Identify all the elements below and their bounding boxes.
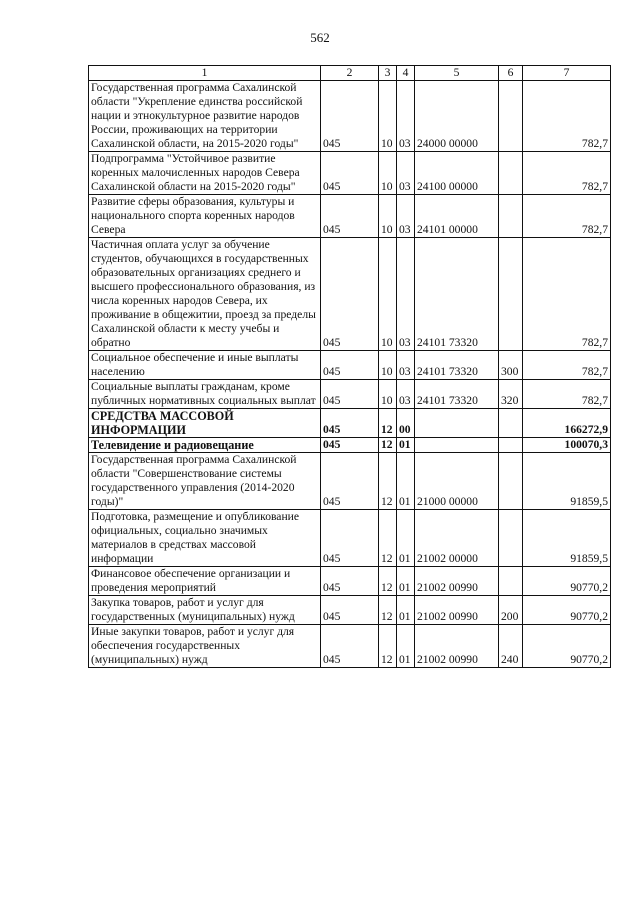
row-name-cell: Иные закупки товаров, работ и услуг для обеспечения государственных (муниципальных) нужд: [89, 625, 321, 668]
table-row: [89, 625, 611, 668]
table-header-row: [89, 66, 611, 81]
section-code-cell: 12: [379, 409, 397, 438]
amount-cell: 90770,2: [523, 625, 611, 668]
expense-type-cell: 240: [499, 625, 523, 668]
ved-code-cell: 045: [321, 596, 379, 625]
subsection-code-cell: 03: [397, 152, 415, 195]
target-article-cell: 21002 00000: [415, 510, 499, 567]
row-name-cell: Государственная программа Сахалинской области "Укрепление единства российской нации и этнокультурное развитие народов России, проживающих на территории Сахалинской области, на 2015-2020 годы": [89, 81, 321, 152]
section-code-cell: 12: [379, 625, 397, 668]
row-name-cell: Подготовка, размещение и опубликование официальных, социально значимых материалов в средствах массовой информации: [89, 510, 321, 567]
section-code-cell: 12: [379, 438, 397, 453]
ved-code-cell: 045: [321, 453, 379, 510]
section-code-cell: 10: [379, 81, 397, 152]
target-article-cell: 21002 00990: [415, 596, 499, 625]
subsection-code-cell: 03: [397, 195, 415, 238]
table-row: [89, 596, 611, 625]
target-article-cell: 24101 00000: [415, 195, 499, 238]
column-header: 4: [397, 66, 415, 81]
section-code-cell: 12: [379, 596, 397, 625]
amount-cell: 166272,9: [523, 409, 611, 438]
ved-code-cell: 045: [321, 438, 379, 453]
ved-code-cell: 045: [321, 625, 379, 668]
amount-cell: 91859,5: [523, 510, 611, 567]
column-header: 3: [379, 66, 397, 81]
budget-table: [88, 65, 611, 668]
subsection-code-cell: 01: [397, 567, 415, 596]
subsection-code-cell: 03: [397, 238, 415, 351]
table-row: [89, 195, 611, 238]
section-code-cell: 10: [379, 380, 397, 409]
expense-type-cell: [499, 409, 523, 438]
amount-cell: 782,7: [523, 195, 611, 238]
column-header: 2: [321, 66, 379, 81]
subsection-code-cell: 03: [397, 351, 415, 380]
section-code-cell: 10: [379, 195, 397, 238]
row-name-cell: Подпрограмма "Устойчивое развитие коренных малочисленных народов Севера Сахалинской области на 2015-2020 годы": [89, 152, 321, 195]
ved-code-cell: 045: [321, 81, 379, 152]
column-header: 6: [499, 66, 523, 81]
row-name-cell: СРЕДСТВА МАССОВОЙ ИНФОРМАЦИИ: [89, 409, 321, 438]
expense-type-cell: [499, 567, 523, 596]
amount-cell: 100070,3: [523, 438, 611, 453]
expense-type-cell: [499, 510, 523, 567]
expense-type-cell: 200: [499, 596, 523, 625]
subsection-code-cell: 03: [397, 380, 415, 409]
target-article-cell: 24000 00000: [415, 81, 499, 152]
subsection-code-cell: 01: [397, 438, 415, 453]
amount-cell: 782,7: [523, 238, 611, 351]
ved-code-cell: 045: [321, 567, 379, 596]
ved-code-cell: 045: [321, 195, 379, 238]
row-name-cell: Социальные выплаты гражданам, кроме публичных нормативных социальных выплат: [89, 380, 321, 409]
amount-cell: 90770,2: [523, 567, 611, 596]
expense-type-cell: 320: [499, 380, 523, 409]
target-article-cell: 24101 73320: [415, 351, 499, 380]
table-row: [89, 438, 611, 453]
subsection-code-cell: 03: [397, 81, 415, 152]
row-name-cell: Социальное обеспечение и иные выплаты населению: [89, 351, 321, 380]
ved-code-cell: 045: [321, 510, 379, 567]
target-article-cell: 24101 73320: [415, 238, 499, 351]
target-article-cell: 24100 00000: [415, 152, 499, 195]
table-row: [89, 238, 611, 351]
ved-code-cell: 045: [321, 351, 379, 380]
target-article-cell: 21002 00990: [415, 625, 499, 668]
ved-code-cell: 045: [321, 409, 379, 438]
table-row: [89, 351, 611, 380]
page-number: 562: [310, 30, 330, 45]
column-header: 7: [523, 66, 611, 81]
expense-type-cell: [499, 195, 523, 238]
amount-cell: 91859,5: [523, 453, 611, 510]
row-name-cell: Государственная программа Сахалинской области "Совершенствование системы государственного управления (2014-2020 годы)": [89, 453, 321, 510]
column-header: 1: [89, 66, 321, 81]
section-code-cell: 10: [379, 238, 397, 351]
expense-type-cell: 300: [499, 351, 523, 380]
column-header: 5: [415, 66, 499, 81]
expense-type-cell: [499, 152, 523, 195]
section-code-cell: 12: [379, 567, 397, 596]
amount-cell: 782,7: [523, 351, 611, 380]
expense-type-cell: [499, 438, 523, 453]
ved-code-cell: 045: [321, 380, 379, 409]
target-article-cell: 21002 00990: [415, 567, 499, 596]
table-row: [89, 567, 611, 596]
section-code-cell: 10: [379, 351, 397, 380]
row-name-cell: Финансовое обеспечение организации и проведения мероприятий: [89, 567, 321, 596]
row-name-cell: Частичная оплата услуг за обучение студентов, обучающихся в государственных образовательных организациях среднего и высшего профессионального образования, из числа коренных народов Севера, их проживание в общежитии, проезд за пределы Сахалинской области к месту учебы и обратно: [89, 238, 321, 351]
subsection-code-cell: 01: [397, 510, 415, 567]
subsection-code-cell: 01: [397, 625, 415, 668]
amount-cell: 90770,2: [523, 596, 611, 625]
expense-type-cell: [499, 453, 523, 510]
subsection-code-cell: 01: [397, 453, 415, 510]
row-name-cell: Телевидение и радиовещание: [89, 438, 321, 453]
ved-code-cell: 045: [321, 152, 379, 195]
target-article-cell: [415, 438, 499, 453]
target-article-cell: 21000 00000: [415, 453, 499, 510]
amount-cell: 782,7: [523, 81, 611, 152]
table-row: [89, 81, 611, 152]
subsection-code-cell: 01: [397, 596, 415, 625]
subsection-code-cell: 00: [397, 409, 415, 438]
amount-cell: 782,7: [523, 152, 611, 195]
table-row: [89, 380, 611, 409]
table-row: [89, 510, 611, 567]
table-row: [89, 453, 611, 510]
section-code-cell: 12: [379, 510, 397, 567]
table-row: [89, 409, 611, 438]
amount-cell: 782,7: [523, 380, 611, 409]
expense-type-cell: [499, 238, 523, 351]
section-code-cell: 10: [379, 152, 397, 195]
target-article-cell: [415, 409, 499, 438]
section-code-cell: 12: [379, 453, 397, 510]
row-name-cell: Развитие сферы образования, культуры и национального спорта коренных народов Севера: [89, 195, 321, 238]
row-name-cell: Закупка товаров, работ и услуг для государственных (муниципальных) нужд: [89, 596, 321, 625]
ved-code-cell: 045: [321, 238, 379, 351]
expense-type-cell: [499, 81, 523, 152]
target-article-cell: 24101 73320: [415, 380, 499, 409]
table-row: [89, 152, 611, 195]
